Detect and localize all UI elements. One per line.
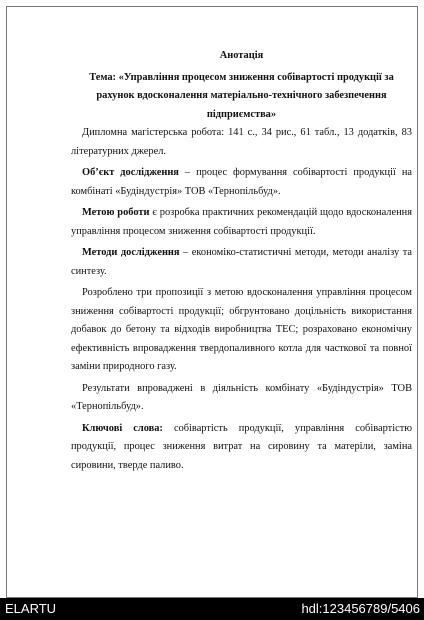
goal-label: Метою роботи [82, 207, 150, 218]
developed-paragraph: Розроблено три пропозиції з метою вдосконалення управління процесом зниження собівартості продукції; обгрунтовано доцільність використання добавок до бетону та відходів виробництва ТЕС; розраховано економічну ефективність впровадження твердопаливного котла для часткової та повної заміни природного газу. [71, 287, 412, 372]
theme-label: Тема: [89, 71, 117, 83]
goal-paragraph [71, 204, 412, 241]
goal-text: є розробка практичних рекомендацій щодо вдосконалення управління процесом зниження собівартості продукції. [71, 207, 412, 237]
keywords-text: собівартість продукції, управління собівартістю продукції, процес зниження витрат на сировину та матеріли, заміна сировини, тверде паливо. [71, 422, 413, 471]
footer-bar [0, 598, 424, 620]
methods-paragraph [71, 244, 412, 281]
object-text: – процес формування собівартості продукції на комбінаті «Будіндустрія» ТОВ «Тернопільбуд». [71, 167, 412, 197]
keywords-label: Ключові слова: [82, 422, 163, 434]
document-theme [71, 69, 412, 125]
methods-text: – економіко-статистичні методи, методи аналізу та синтезу. [71, 247, 412, 277]
methods-label: Методи дослідження [82, 247, 180, 258]
document-content [71, 47, 412, 475]
footer-repository-name: ELARTU [5, 601, 57, 616]
object-paragraph [71, 164, 412, 201]
footer-handle: hdl:123456789/5406 [301, 601, 420, 616]
document-title: Анотація [219, 50, 264, 61]
object-label: Об’єкт дослідження [82, 167, 179, 178]
keywords-paragraph [71, 420, 412, 476]
stats-paragraph: Дипломна магістерська робота: 141 с., 34 рис., 61 табл., 13 додатків, 83 літературних джерел. [71, 127, 412, 157]
results-paragraph: Результати впроваджені в діяльність комбінату «Будіндустрія» ТОВ «Тернопільбуд». [71, 382, 412, 412]
theme-text: «Управління процесом зниження собівартості продукції за рахунок вдосконалення матеріально-технічного забезпечення підприємства» [96, 71, 394, 120]
document-page [6, 6, 418, 598]
